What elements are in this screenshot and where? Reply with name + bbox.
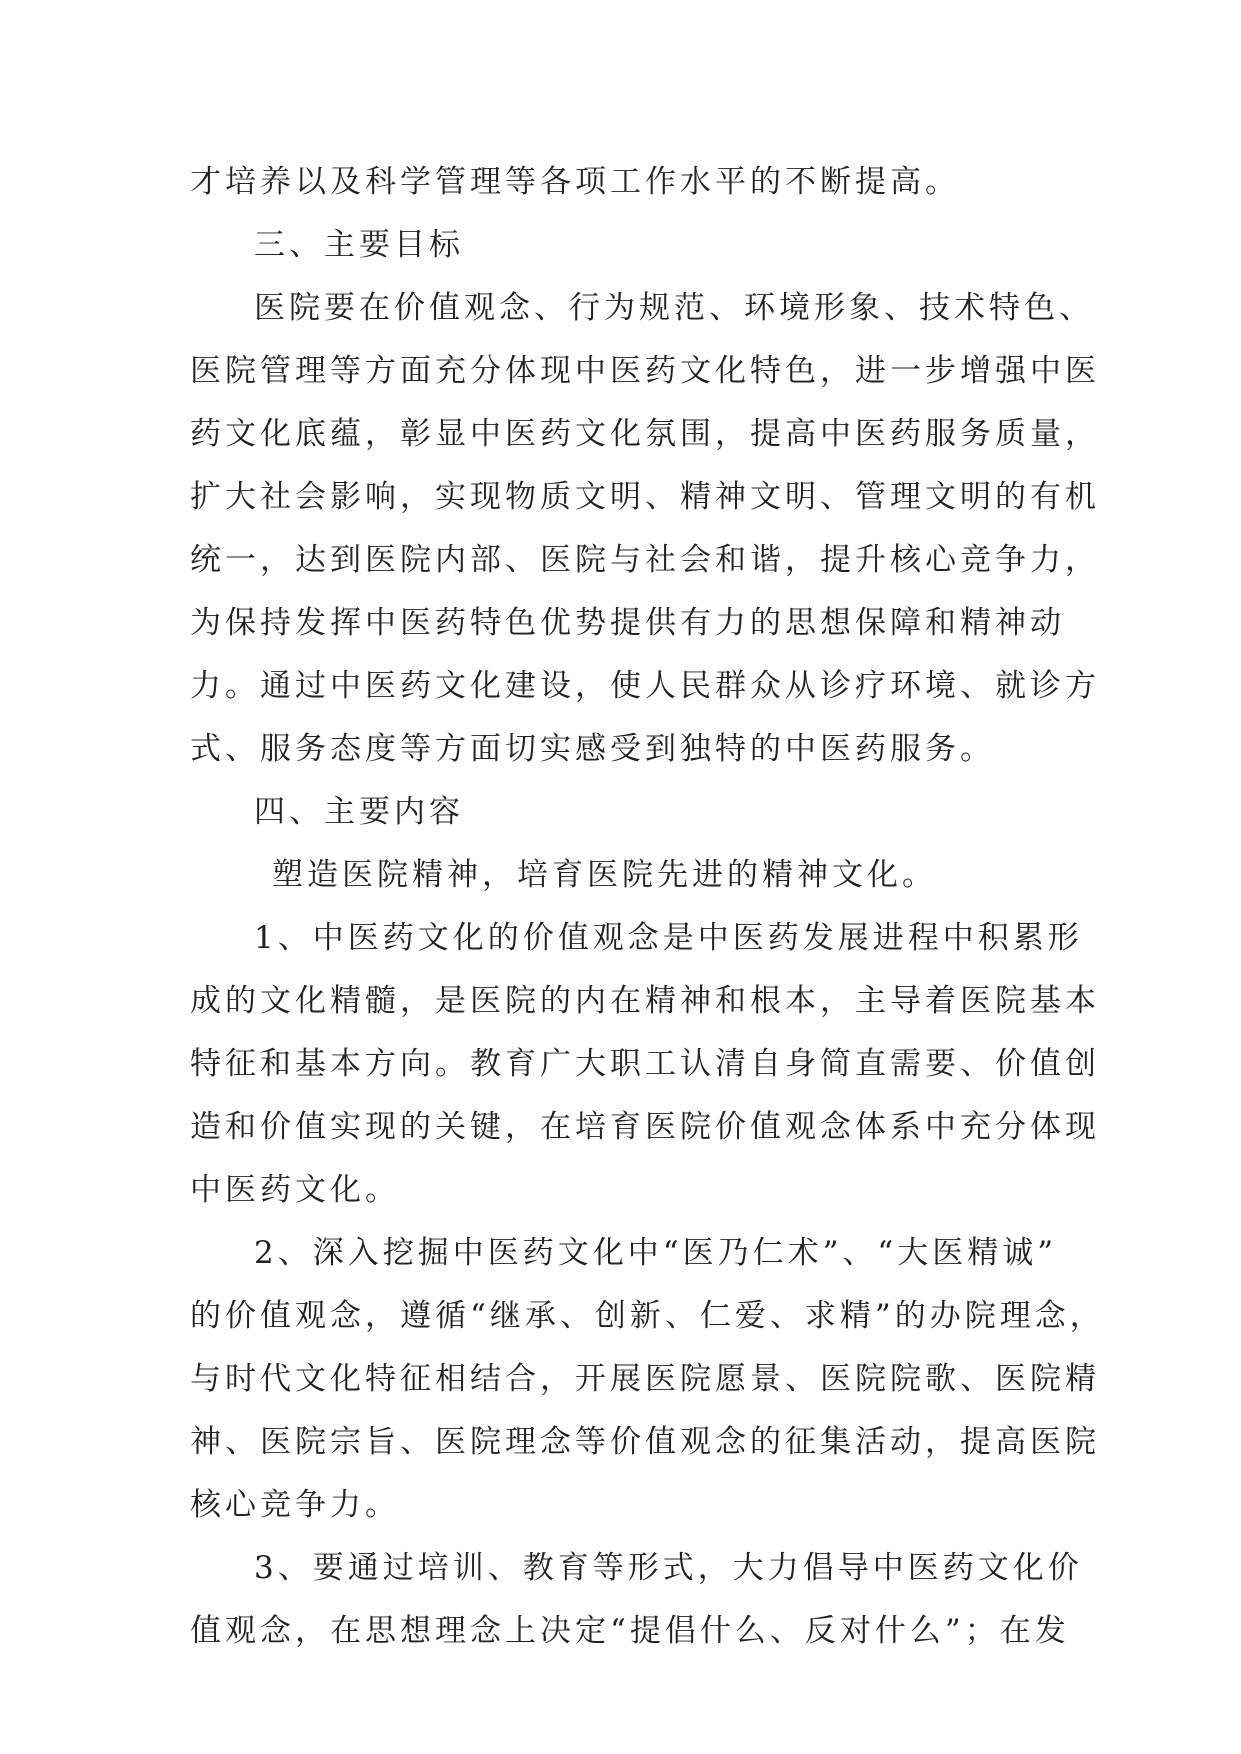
paragraph-line: 扩大社会影响，实现物质文明、精神文明、管理文明的有机: [190, 479, 1100, 515]
section-heading-main-content: 四、主要内容: [254, 794, 464, 830]
paragraph-line: 造和价值实现的关键，在培育医院价值观念体系中充分体现: [190, 1109, 1100, 1145]
paragraph-line: 特征和基本方向。教育广大职工认清自身简直需要、价值创: [190, 1046, 1100, 1082]
paragraph-line: 力。通过中医药文化建设，使人民群众从诊疗环境、就诊方: [190, 668, 1100, 704]
paragraph-line: 值观念，在思想理念上决定“提倡什么、反对什么”；在发: [190, 1613, 1070, 1649]
paragraph-line: 医院要在价值观念、行为规范、环境形象、技术特色、: [254, 290, 1094, 326]
paragraph-line: 2、深入挖掘中医药文化中“医乃仁术”、“大医精诚”: [254, 1235, 1058, 1271]
paragraph-line: 核心竞争力。: [190, 1487, 400, 1523]
document-body: [190, 151, 1105, 1663]
paragraph-line: 药文化底蕴，彰显中医药文化氛围，提高中医药服务质量，: [190, 416, 1100, 452]
paragraph-line: 医院管理等方面充分体现中医药文化特色，进一步增强中医: [190, 353, 1100, 389]
paragraph-line: 中医药文化。: [190, 1172, 400, 1208]
paragraph-line: 统一，达到医院内部、医院与社会和谐，提升核心竞争力，: [190, 542, 1100, 578]
paragraph-line: 的价值观念，遵循“继承、创新、仁爱、求精”的办院理念，: [190, 1298, 1105, 1334]
paragraph-line: 才培养以及科学管理等各项工作水平的不断提高。: [190, 164, 960, 200]
paragraph-line: 3、要通过培训、教育等形式，大力倡导中医药文化价: [254, 1550, 1083, 1586]
subheading-line: 塑造医院精神，培育医院先进的精神文化。: [272, 857, 937, 893]
paragraph-line: 神、医院宗旨、医院理念等价值观念的征集活动，提高医院: [190, 1424, 1100, 1460]
paragraph-line: 为保持发挥中医药特色优势提供有力的思想保障和精神动: [190, 605, 1065, 641]
paragraph-line: 1、中医药文化的价值观念是中医药发展进程中积累形: [254, 920, 1083, 956]
paragraph-line: 式、服务态度等方面切实感受到独特的中医药服务。: [190, 731, 995, 767]
paragraph-line: 成的文化精髓，是医院的内在精神和根本，主导着医院基本: [190, 983, 1100, 1019]
section-heading-main-goals: 三、主要目标: [254, 227, 464, 263]
paragraph-line: 与时代文化特征相结合，开展医院愿景、医院院歌、医院精: [190, 1361, 1100, 1397]
